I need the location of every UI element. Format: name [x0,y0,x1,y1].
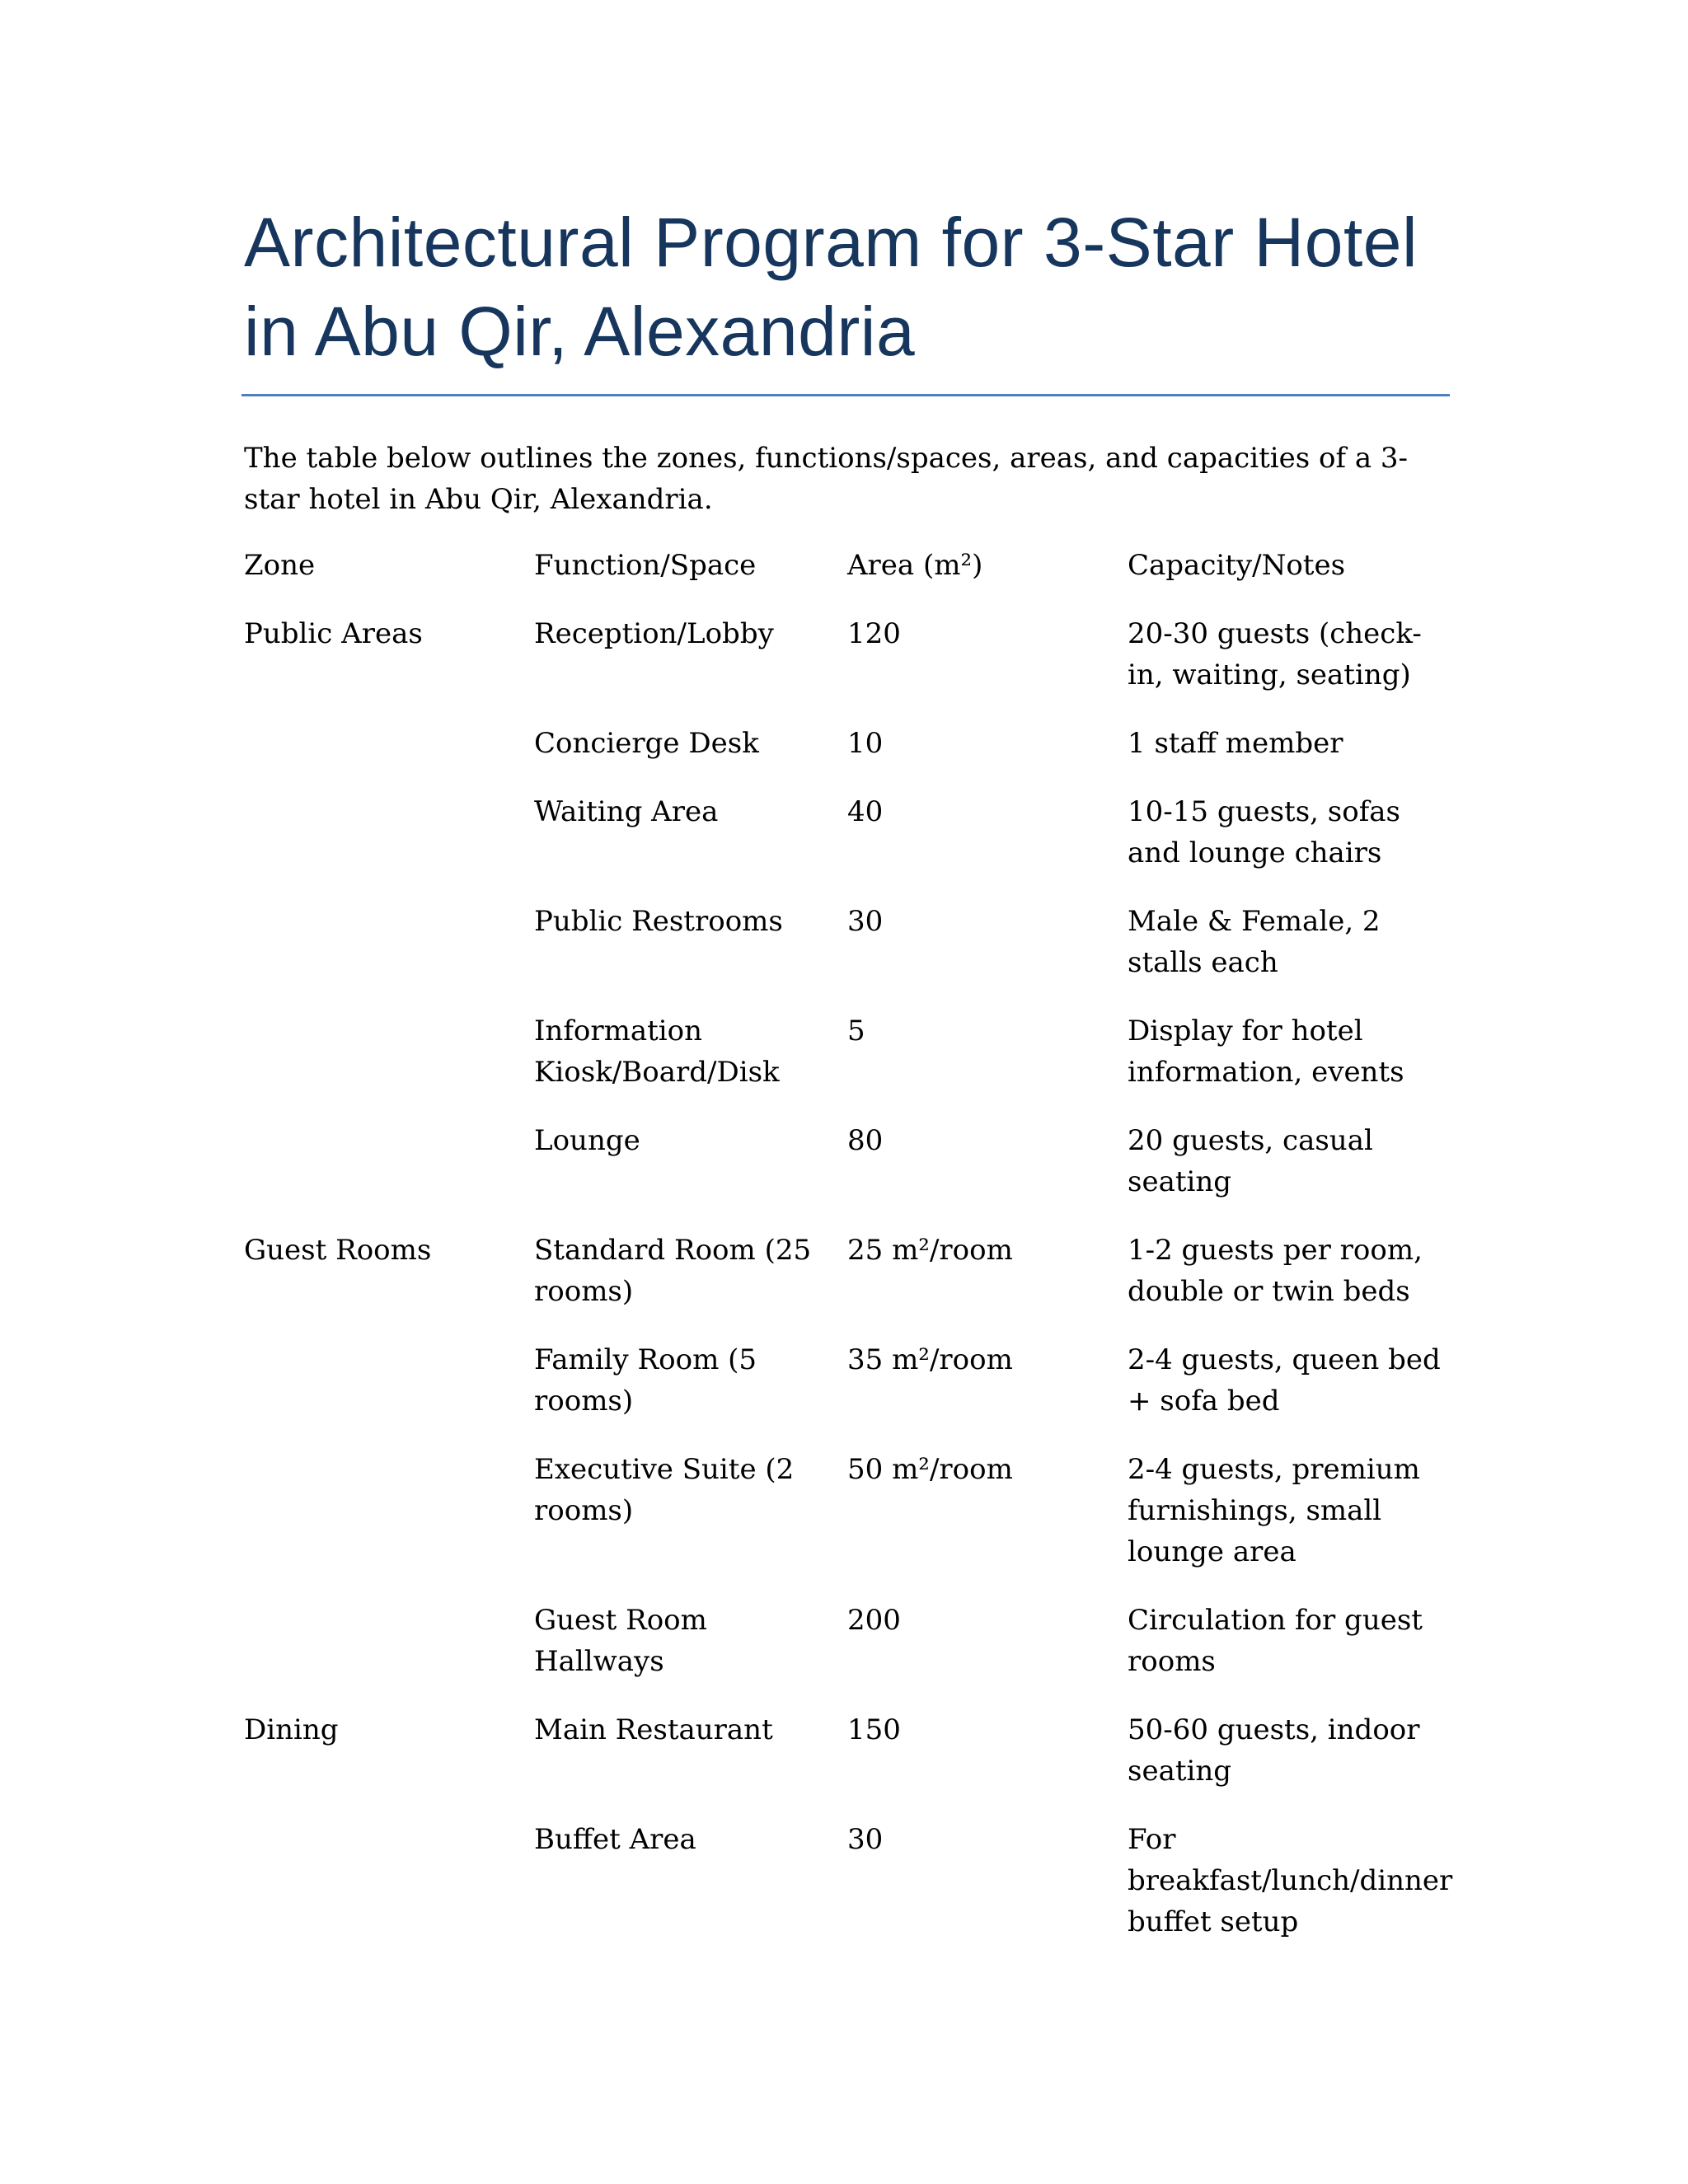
table-row [244,1449,1447,1572]
area-cell: 30 [847,905,884,938]
area-cell: 50 m²/room [847,1453,1013,1486]
function-cell: Buffet Area [534,1823,696,1856]
title-divider [241,394,1450,396]
notes-cell: 2-4 guests, queen bed + sofa bed [1128,1343,1441,1418]
notes-cell: Circulation for guest rooms [1128,1604,1423,1678]
area-cell: 35 m²/room [847,1343,1013,1376]
table-row [244,791,1447,874]
area-cell: 40 [847,795,884,828]
zone-cell [244,1339,534,1422]
program-table [244,545,1453,1943]
table-row [244,613,1447,696]
notes-cell: 1 staff member [1128,727,1343,760]
notes-cell: 2-4 guests, premium furnishings, small lounge area [1128,1453,1420,1568]
table-row [244,1709,1447,1792]
document-title: Architectural Program for 3-Star Hotel in Abu Qir, Alexandria [244,204,1418,370]
zone-cell: Public Areas [244,617,423,650]
area-cell: 80 [847,1124,884,1157]
table-row [244,1600,1447,1682]
function-cell: Waiting Area [534,795,719,828]
zone-cell: Dining [244,1713,339,1746]
area-cell: 25 m²/room [847,1234,1013,1267]
function-cell: Main Restaurant [534,1713,773,1746]
function-cell: Reception/Lobby [534,617,774,650]
intro-paragraph: The table below outlines the zones, functions/spaces, areas, and capacities of a 3-star hotel in Abu Qir, Alexandria. [244,442,1409,516]
table-row [244,901,1447,983]
function-cell: Standard Room (25 rooms) [534,1234,812,1308]
notes-cell: 20 guests, casual seating [1128,1124,1373,1198]
zone-cell [244,1449,534,1572]
function-cell: Family Room (5 rooms) [534,1343,757,1418]
area-cell: 200 [847,1604,901,1637]
header-notes: Capacity/Notes [1128,549,1346,582]
function-cell: Executive Suite (2 rooms) [534,1453,795,1527]
function-cell: Information Kiosk/Board/Disk [534,1015,780,1089]
header-function: Function/Space [534,549,757,582]
table-row [244,723,1447,764]
notes-cell: Male & Female, 2 stalls each [1128,905,1381,979]
notes-cell: 20-30 guests (check-in, waiting, seating) [1128,617,1422,691]
notes-cell: 50-60 guests, indoor seating [1128,1713,1420,1788]
area-cell: 30 [847,1823,884,1856]
area-cell: 5 [847,1015,865,1047]
zone-cell [244,1600,534,1682]
area-cell: 120 [847,617,901,650]
function-cell: Guest Room Hallways [534,1604,707,1678]
function-cell: Concierge Desk [534,727,759,760]
function-cell: Lounge [534,1124,640,1157]
table-row [244,1120,1447,1202]
header-zone: Zone [244,549,316,582]
notes-cell: For breakfast/lunch/dinner buffet setup [1128,1823,1453,1938]
area-cell: 150 [847,1713,901,1746]
table-row [244,1230,1447,1312]
document-page [244,198,1453,1970]
zone-cell [244,723,534,764]
function-cell: Public Restrooms [534,905,783,938]
notes-cell: 10-15 guests, sofas and lounge chairs [1128,795,1401,869]
area-cell: 10 [847,727,884,760]
zone-cell: Guest Rooms [244,1234,432,1267]
header-area: Area (m²) [847,549,983,582]
zone-cell [244,791,534,874]
zone-cell [244,1010,534,1093]
zone-cell [244,901,534,983]
table-header-row [244,545,1447,586]
zone-cell [244,1819,534,1943]
notes-cell: Display for hotel information, events [1128,1015,1404,1089]
zone-cell [244,1120,534,1202]
table-row [244,1339,1447,1422]
notes-cell: 1-2 guests per room, double or twin beds [1128,1234,1423,1308]
table-row [244,1010,1447,1093]
table-row [244,1819,1453,1943]
